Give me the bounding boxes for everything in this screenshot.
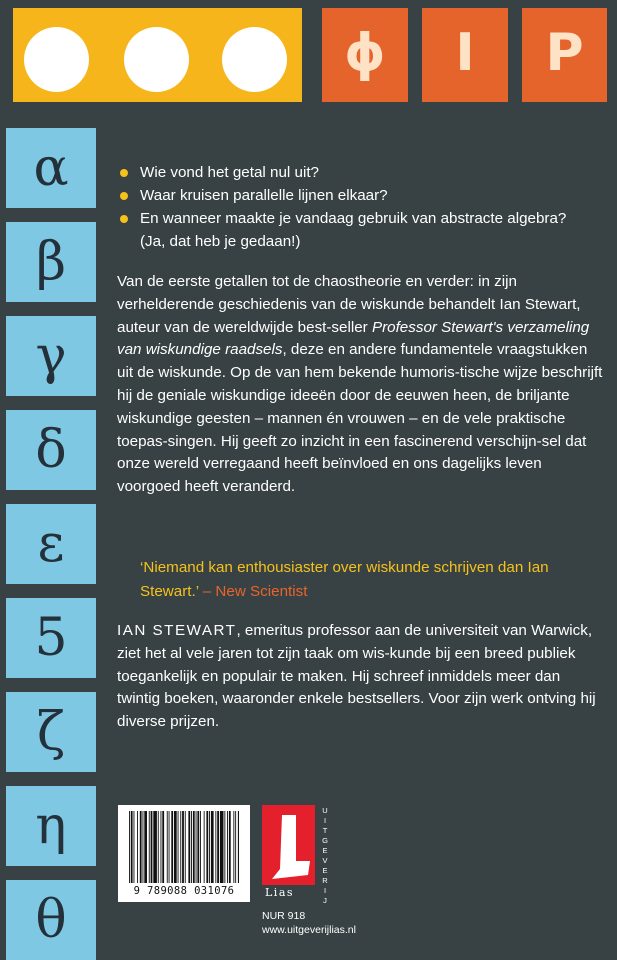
- blurb-paragraph: [117, 271, 605, 499]
- barcode-bar: [220, 811, 224, 883]
- greek-tile-gamma: γ: [6, 316, 96, 396]
- barcode-bar: [224, 811, 225, 883]
- barcode-bar: [129, 811, 130, 883]
- barcode-bar: [196, 811, 197, 883]
- barcode-bar: [204, 811, 205, 883]
- list-item: Waar kruisen parallelle lijnen elkaar?: [117, 184, 587, 207]
- orange-tile-p: P: [522, 8, 607, 102]
- barcode-bar: [162, 811, 164, 883]
- barcode-bar: [235, 811, 236, 883]
- barcode-bar: [169, 811, 170, 883]
- yellow-circles-tile: [13, 8, 302, 102]
- greek-tile-delta: δ: [6, 410, 96, 490]
- greek-tile-beta: β: [6, 222, 96, 302]
- barcode-bar: [131, 811, 133, 883]
- nur-code: NUR 918: [262, 910, 306, 922]
- review-quote: [140, 556, 600, 603]
- barcode-bar: [227, 811, 228, 883]
- blurb-rest: , deze en andere fundamentele vraagstukken uit de wiskunde. Op de van hem bekende humoris-tische wijze beschrijft hij de geniale wiskundige ideeën door de eeuwen heen, de briljante wiskundige geesten – mannen én vrouwen – en de vele praktische toepas-singen. Hij geeft zo inzicht in een fascinerend verschijn-sel dat onze wereld verregaand heeft beïnvloed en ons dagelijks leven voorgoed heeft veranderd.: [117, 341, 603, 496]
- question-list: [117, 161, 587, 253]
- circle-decoration: [24, 27, 89, 92]
- greek-tile-eta: η: [6, 786, 96, 866]
- isbn-number: 9 789088 031076: [133, 885, 235, 897]
- barcode-bar: [151, 811, 153, 883]
- publisher-info: [262, 909, 356, 937]
- barcode-bar: [238, 811, 239, 883]
- barcode-bar: [211, 811, 214, 883]
- barcode-bar: [161, 811, 162, 883]
- quote-source: – New Scientist: [202, 582, 308, 600]
- barcode-bars: [129, 811, 239, 883]
- author-bio: [117, 620, 605, 734]
- barcode-bar: [180, 811, 181, 883]
- publisher-url: www.uitgeverijlias.nl: [262, 924, 356, 936]
- barcode-bar: [153, 811, 157, 883]
- greek-tile-five: 5: [6, 598, 96, 678]
- barcode-bar: [171, 811, 173, 883]
- barcode-bar: [174, 811, 177, 883]
- publisher-logo: [262, 805, 315, 899]
- barcode-bar: [193, 811, 195, 883]
- barcode-bar: [209, 811, 210, 883]
- circle-decoration: [124, 27, 189, 92]
- barcode: [118, 805, 250, 902]
- list-item: Wie vond het getal nul uit?: [117, 161, 587, 184]
- barcode-bar: [185, 811, 186, 883]
- barcode-bar: [206, 811, 208, 883]
- barcode-bar: [144, 811, 147, 883]
- header-band: [0, 0, 617, 116]
- barcode-bar: [178, 811, 179, 883]
- barcode-bar: [167, 811, 168, 883]
- barcode-bar: [137, 811, 138, 883]
- greek-tile-zeta: ζ: [6, 692, 96, 772]
- barcode-bar: [197, 811, 199, 883]
- greek-tile-epsilon: ε: [6, 504, 96, 584]
- orange-tile-i: I: [422, 8, 508, 102]
- barcode-bar: [158, 811, 159, 883]
- barcode-bar: [233, 811, 234, 883]
- author-name: IAN STEWART: [117, 622, 237, 639]
- barcode-bar: [200, 811, 201, 883]
- barcode-bar: [140, 811, 142, 883]
- publisher-name: Lias: [265, 886, 295, 899]
- blurb-intro: Van de eerste getallen tot de chaostheorie en verder: in zijn verhelderende geschiedenis van de wiskunde behandelt Ian Stewart, auteur van de wereldwijde best-seller: [117, 273, 581, 336]
- barcode-bar: [149, 811, 150, 883]
- barcode-bar: [229, 811, 231, 883]
- book-title: Professor Stewart's verzameling van wiskundige raadsels: [117, 318, 590, 359]
- barcode-bar: [188, 811, 190, 883]
- publisher-vertical-label: U I T G E V E R I J: [322, 806, 328, 905]
- barcode-bar: [191, 811, 192, 883]
- barcode-bar: [182, 811, 184, 883]
- circle-decoration: [222, 27, 287, 92]
- barcode-bar: [143, 811, 144, 883]
- greek-tile-alpha: α: [6, 128, 96, 208]
- orange-tile-phi: ϕ: [322, 8, 408, 102]
- author-text: , emeritus professor aan de universiteit van Warwick, ziet het al vele jaren tot zijn taak om wis-kunde bij een breed publiek toegankelijk en populair te maken. Hij schreef inmiddels meer dan twintig boeken, waaronder enkele bestsellers. Voor zijn werk ontving hij diverse prijzen.: [117, 622, 596, 731]
- barcode-bar: [134, 811, 135, 883]
- barcode-bar: [217, 811, 219, 883]
- barcode-bar: [215, 811, 216, 883]
- quote-text: ‘Niemand kan enthousiaster over wiskunde schrijven dan Ian Stewart.’: [140, 559, 549, 600]
- greek-tile-theta: θ: [6, 880, 96, 960]
- list-item: En wanneer maakte je vandaag gebruik van abstracte algebra? (Ja, dat heb je gedaan!): [117, 207, 587, 253]
